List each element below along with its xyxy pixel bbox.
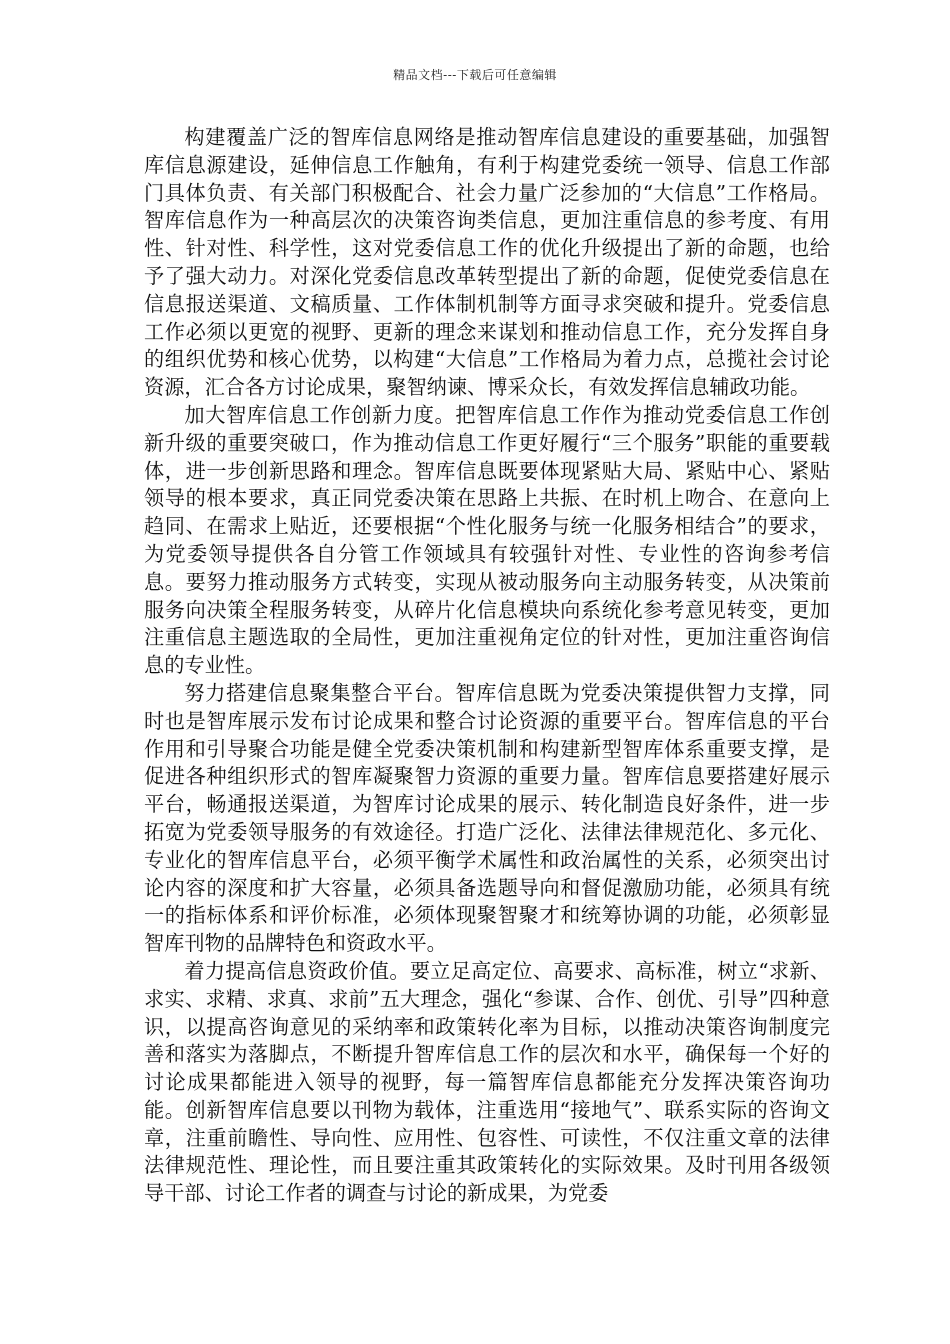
paragraph-platform: 努力搭建信息聚集整合平台。智库信息既为党委决策提供智力支撑，同时也是智库展示发布讨论成果和整合讨论资源的重要平台。智库信息的平台作用和引导聚合功能是健全党委决策机制和构建新型智库体系重要支撑，是促进各种组织形式的智库凝聚智力资源的重要力量。智库信息要搭建好展示平台，畅通报送渠道，为智库讨论成果的展示、转化制造良好条件，进一步拓宽为党委领导服务的有效途径。打造广泛化、法律法律规范化、多元化、专业化的智库信息平台，必须平衡学术属性和政治属性的关系，必须突出讨论内容的深度和扩大容量，必须具备选题导向和督促激励功能，必须具有统一的指标体系和评价标准，必须体现聚智聚才和统筹协调的功能，必须彰显智库刊物的品牌特色和资政水平。 — [144, 680, 830, 956]
document-body — [144, 124, 830, 1208]
paragraph-network: 构建覆盖广泛的智库信息网络是推动智库信息建设的重要基础，加强智库信息源建设，延伸信息工作触角，有利于构建党委统一领导、信息工作部门具体负责、有关部门积极配合、社会力量广泛参加的“大信息”工作格局。智库信息作为一种高层次的决策咨询类信息，更加注重信息的参考度、有用性、针对性、科学性，这对党委信息工作的优化升级提出了新的命题，也给予了强大动力。对深化党委信息改革转型提出了新的命题，促使党委信息在信息报送渠道、文稿质量、工作体制机制等方面寻求突破和提升。党委信息工作必须以更宽的视野、更新的理念来谋划和推动信息工作，充分发挥自身的组织优势和核心优势，以构建“大信息”工作格局为着力点，总揽社会讨论资源，汇合各方讨论成果，聚智纳谏、博采众长，有效发挥信息辅政功能。 — [144, 125, 830, 400]
page-header: 精品文档---下载后可任意编辑 — [393, 68, 557, 82]
paragraph-innovation: 加大智库信息工作创新力度。把智库信息工作作为推动党委信息工作创新升级的重要突破口，作为推动信息工作更好履行“三个服务”职能的重要载体，进一步创新思路和理念。智库信息既要体现紧贴大局、紧贴中心、紧贴领导的根本要求，真正同党委决策在思路上共振、在时机上吻合、在意向上趋同、在需求上贴近，还要根据“个性化服务与统一化服务相结合”的要求，为党委领导提供各自分管工作领域具有较强针对性、专业性的咨询参考信息。要努力推动服务方式转变，实现从被动服务向主动服务转变，从决策前服务向决策全程服务转变，从碎片化信息模块向系统化参考意见转变，更加注重信息主题选取的全局性，更加注重视角定位的针对性，更加注重咨询信息的专业性。 — [144, 402, 830, 678]
paragraph-value: 着力提高信息资政价值。要立足高定位、高要求、高标准，树立“求新、求实、求精、求真、求前”五大理念，强化“参谋、合作、创优、引导”四种意识，以提高咨询意见的采纳率和政策转化率为目标，以推动决策咨询制度完善和落实为落脚点，不断提升智库信息工作的层次和水平，确保每一个好的讨论成果都能进入领导的视野，每一篇智库信息都能充分发挥决策咨询功能。创新智库信息要以刊物为载体，注重选用“接地气”、联系实际的咨询文章，注重前瞻性、导向性、应用性、包容性、可读性，不仅注重文章的法律法律规范性、理论性，而且要注重其政策转化的实际效果。及时刊用各级领导干部、讨论工作者的调查与讨论的新成果，为党委 — [144, 958, 830, 1206]
